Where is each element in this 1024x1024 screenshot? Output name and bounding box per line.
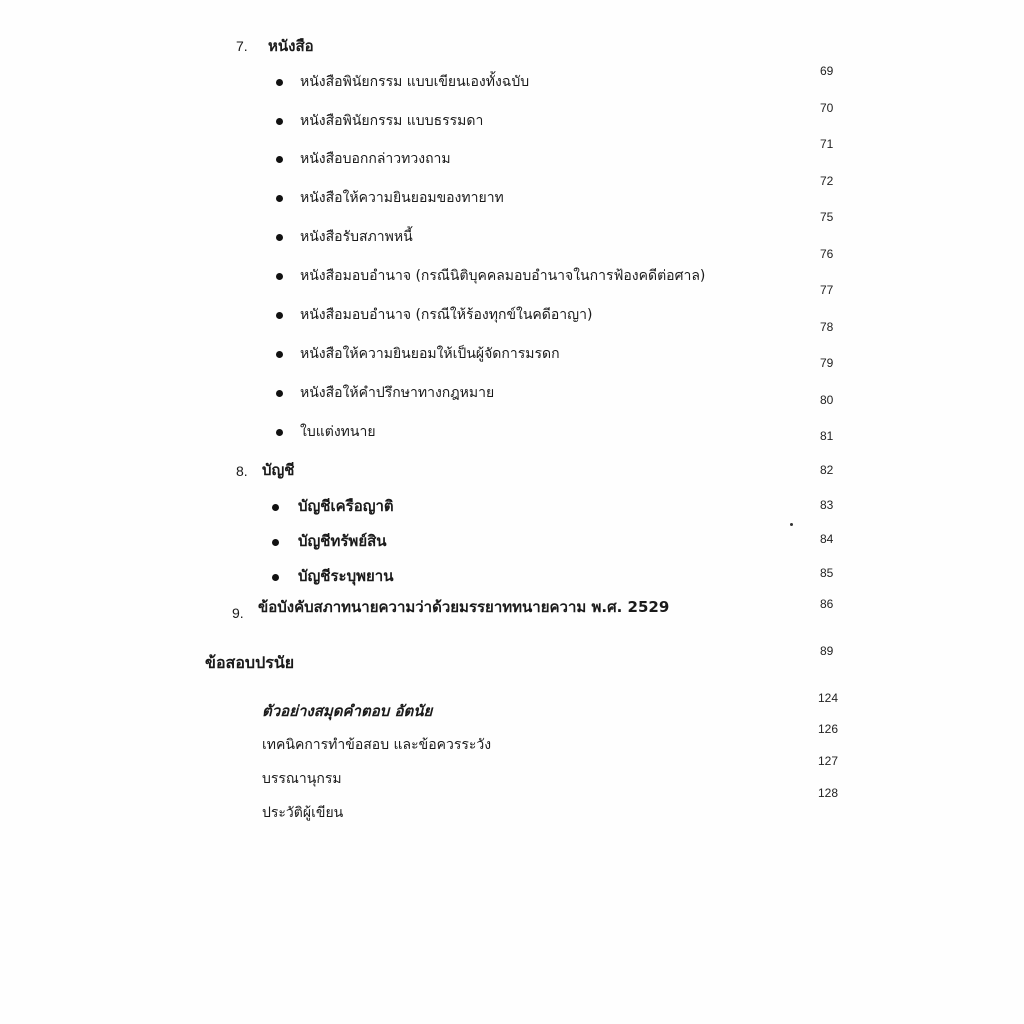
- page-number: 128: [818, 786, 839, 800]
- page-number: 71: [820, 137, 834, 151]
- bullet-icon: [276, 390, 283, 397]
- page-number: 84: [820, 532, 834, 546]
- toc-item: หนังสือพินัยกรรม แบบเขียนเองทั้งฉบับ: [300, 74, 530, 90]
- bullet-icon: [276, 273, 283, 280]
- page-number: 78: [820, 320, 834, 334]
- page-number: 81: [820, 429, 834, 443]
- toc-item: หนังสือมอบอำนาจ (กรณีให้ร้องทุกข์ในคดีอาญา): [300, 307, 593, 323]
- bullet-icon: [276, 118, 283, 125]
- page-number: 79: [820, 356, 834, 370]
- toc-item: เทคนิคการทำข้อสอบ และข้อควรระวัง: [262, 737, 492, 753]
- section-7-number: 7.: [236, 38, 248, 54]
- bullet-icon: [276, 156, 283, 163]
- page-number: 83: [820, 498, 834, 512]
- page-number: 82: [820, 463, 834, 477]
- bullet-icon: [276, 79, 283, 86]
- page-number: 85: [820, 566, 834, 580]
- page-number: 77: [820, 283, 834, 297]
- toc-item: บัญชีเครือญาติ: [298, 497, 394, 515]
- section-9-number: 9.: [232, 605, 244, 621]
- page-number: 124: [818, 691, 839, 705]
- page-number: 127: [818, 754, 839, 768]
- bullet-icon: [276, 429, 283, 436]
- toc-item: หนังสือรับสภาพหนี้: [300, 229, 413, 245]
- page-number: 80: [820, 393, 834, 407]
- section-8-title: บัญชี: [262, 461, 295, 479]
- page-number: 126: [818, 722, 839, 736]
- toc-item: หนังสือให้ความยินยอมให้เป็นผู้จัดการมรดก: [300, 346, 560, 362]
- page-number: 70: [820, 101, 834, 115]
- page-number: 72: [820, 174, 834, 188]
- bullet-icon: [276, 312, 283, 319]
- toc-item: หนังสือบอกกล่าวทวงถาม: [300, 151, 451, 167]
- page-number: 86: [820, 597, 834, 611]
- page-number: 89: [820, 644, 834, 658]
- toc-item: หนังสือให้คำปรึกษาทางกฎหมาย: [300, 385, 495, 401]
- section-7-title: หนังสือ: [268, 37, 314, 55]
- toc-item: ประวัติผู้เขียน: [262, 805, 344, 821]
- toc-item: หนังสือให้ความยินยอมของทายาท: [300, 190, 504, 206]
- bullet-icon: [276, 234, 283, 241]
- toc-item: หนังสือพินัยกรรม แบบธรรมดา: [300, 113, 484, 129]
- bullet-icon: [272, 574, 279, 581]
- page-number: 76: [820, 247, 834, 261]
- page-number: 75: [820, 210, 834, 224]
- bullet-icon: [272, 504, 279, 511]
- exam-section-title: ข้อสอบปรนัย: [205, 653, 295, 672]
- toc-item: บัญชีระบุพยาน: [298, 567, 394, 585]
- toc-item: ตัวอย่างสมุดคำตอบ อัตนัย: [262, 702, 433, 720]
- section-9-title: ข้อบังคับสภาทนายความว่าด้วยมรรยาททนายความ พ.ศ. 2529: [258, 598, 670, 616]
- bullet-icon: [276, 351, 283, 358]
- section-8-number: 8.: [236, 463, 248, 479]
- page-number: 69: [820, 64, 834, 78]
- toc-item: หนังสือมอบอำนาจ (กรณีนิติบุคคลมอบอำนาจในการฟ้องคดีต่อศาล): [300, 268, 706, 284]
- scan-speck: [790, 523, 793, 526]
- toc-item: บัญชีทรัพย์สิน: [298, 532, 387, 550]
- bullet-icon: [272, 539, 279, 546]
- toc-item: บรรณานุกรม: [262, 771, 342, 787]
- bullet-icon: [276, 195, 283, 202]
- toc-item: ใบแต่งทนาย: [300, 424, 376, 440]
